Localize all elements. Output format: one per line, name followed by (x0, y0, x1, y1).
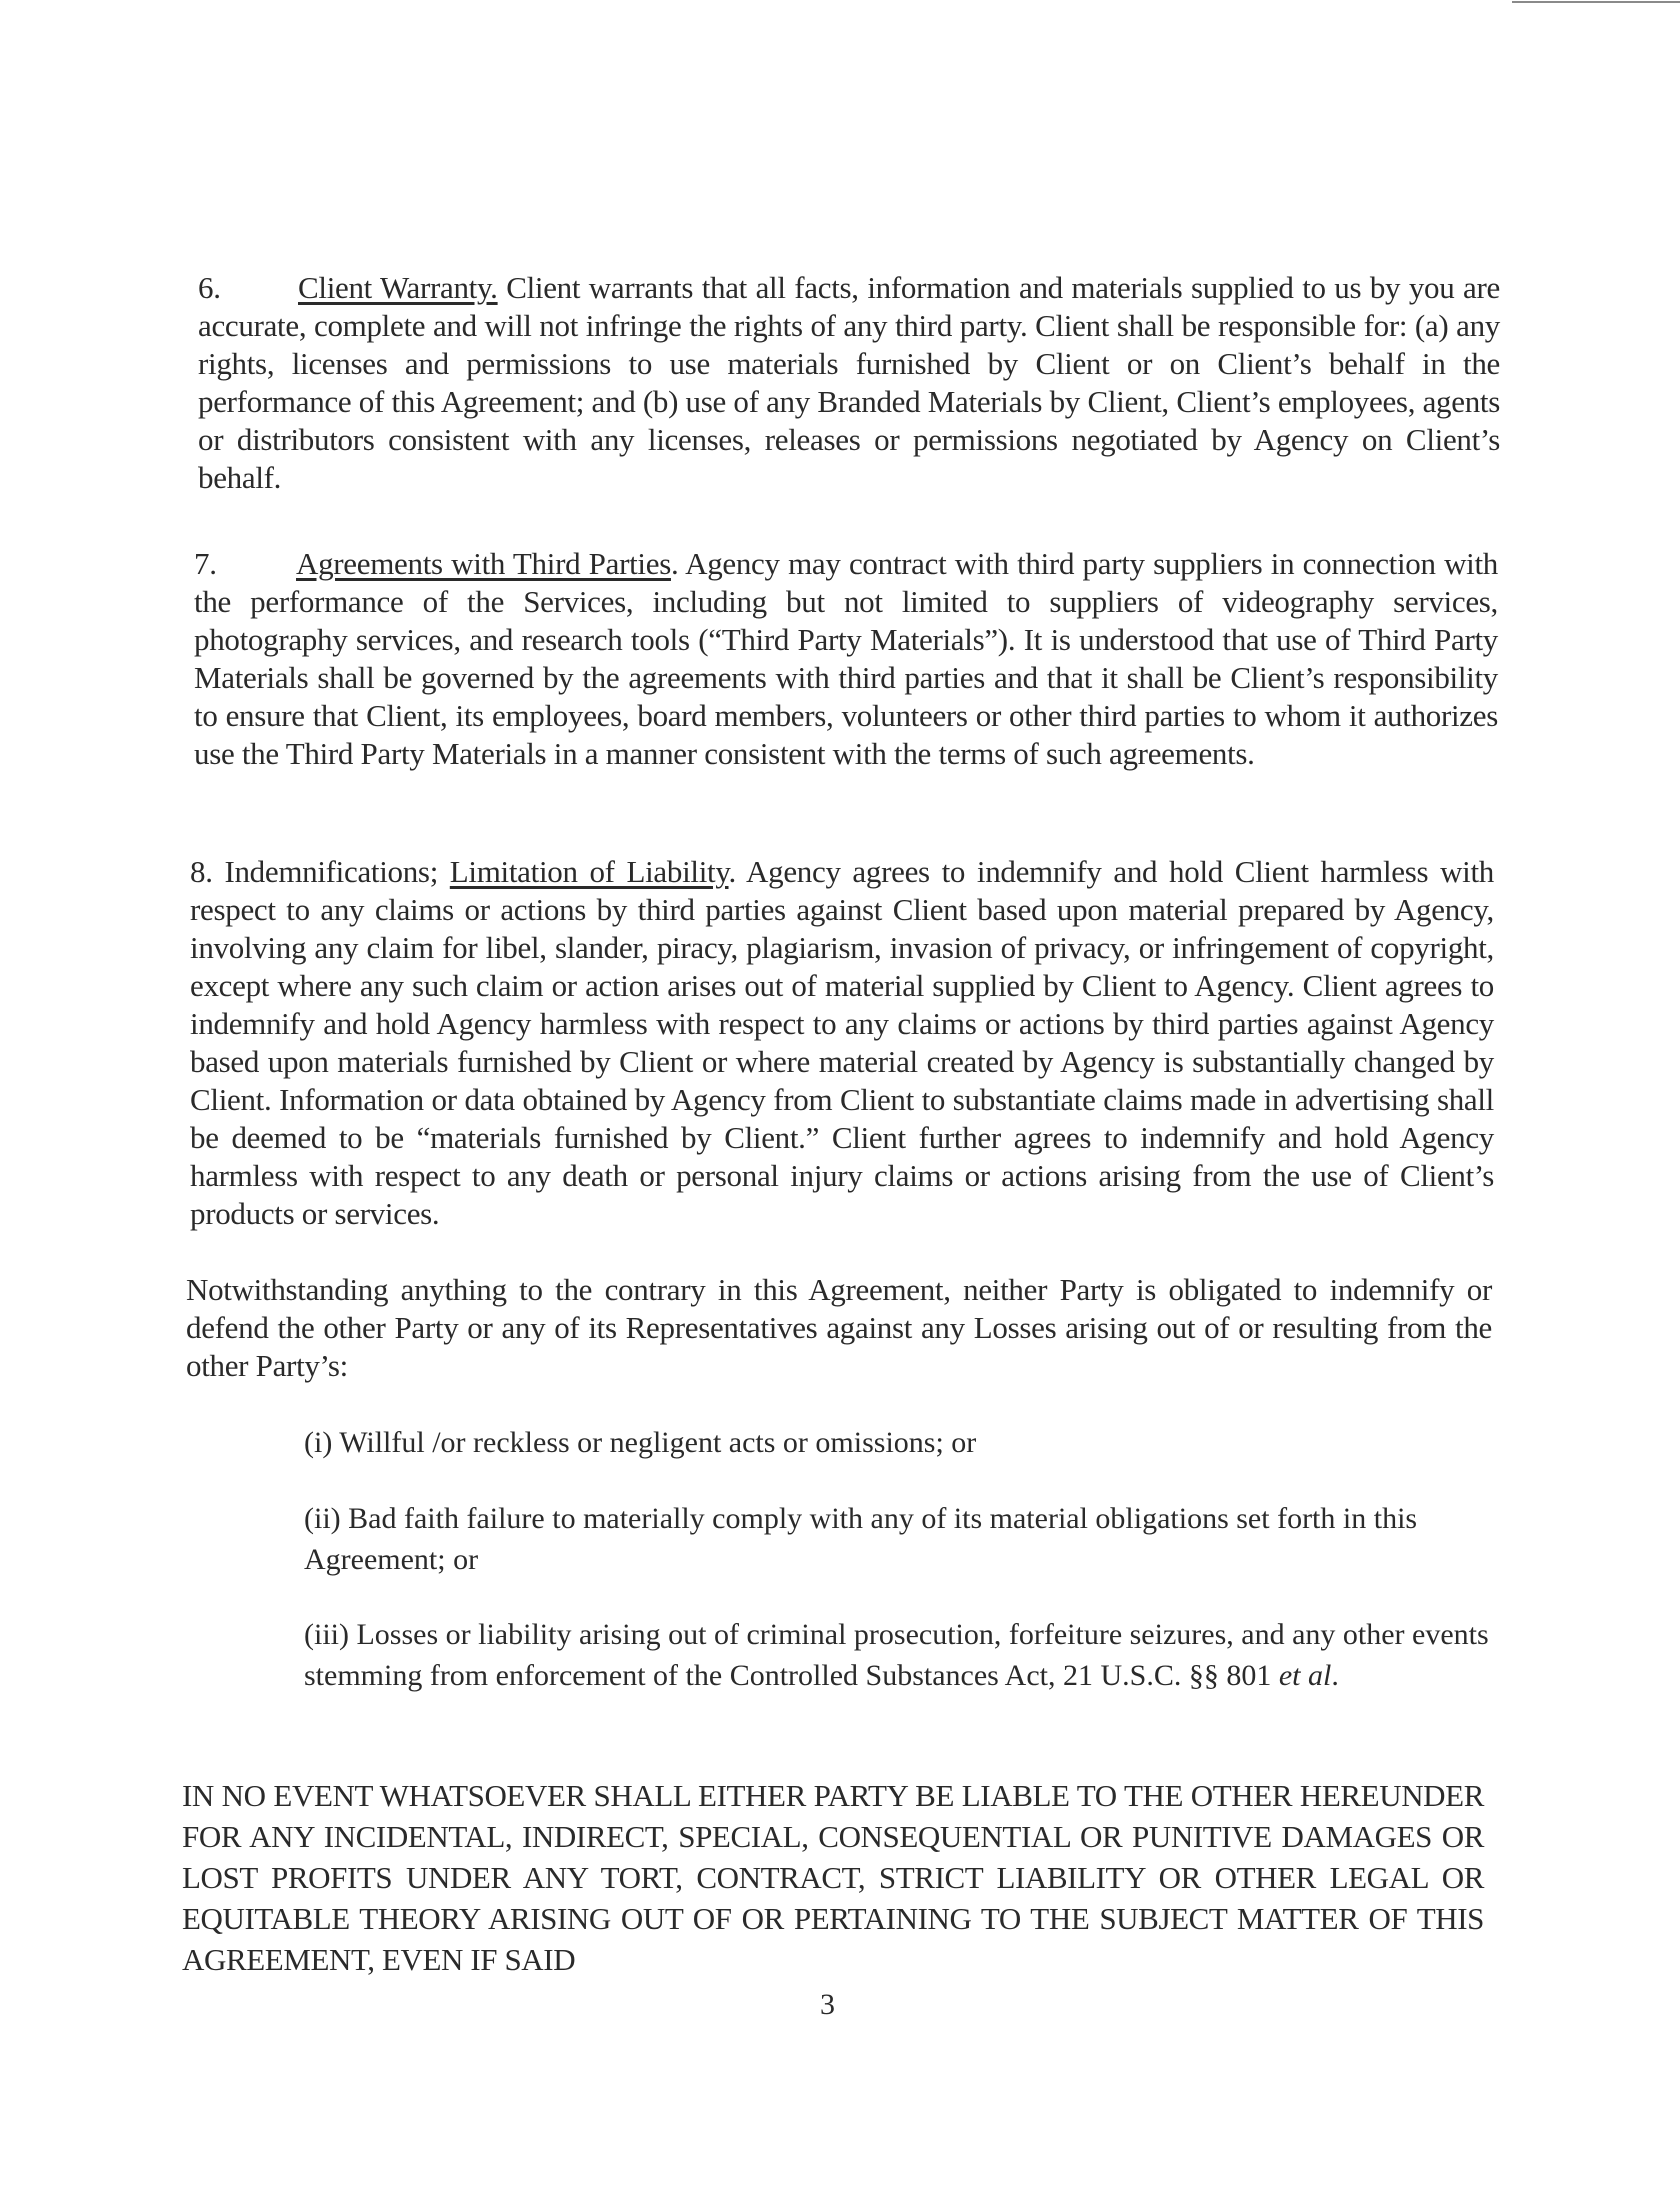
exclusion-item (304, 1614, 1490, 1696)
section-body: . Agency may contract with third party suppliers in connection with the performance of the Services, including but not limited to suppliers of videography services, photography services, and research tools (“Third Party Materials”). It is understood that use of Third Party Materials shall be governed by the agreements with third parties and that it shall be Client’s responsibility to ensure that Client, its employees, board members, volunteers or other third parties to whom it authorizes use the Third Party Materials in a manner consistent with the terms of such agreements. (194, 546, 1498, 771)
section-heading: Limitation of Liability (449, 854, 729, 889)
section-6-client-warranty (198, 269, 1500, 497)
section-number: 7. (194, 546, 217, 581)
section-number: 6. (198, 270, 221, 305)
exclusion-item-tail: . (1331, 1659, 1339, 1692)
exclusion-item: (ii) Bad faith failure to materially comply with any of its material obligations set forth in this Agreement; or (304, 1502, 1418, 1576)
scan-edge-line (1512, 1, 1680, 3)
section-number: 8. (190, 854, 213, 889)
exclusion-item-text: (iii) Losses or liability arising out of criminal prosecution, forfeiture seizures, and any other events stemming from enforcement of the Controlled Substances Act, 21 U.S.C. §§ 801 (304, 1618, 1489, 1692)
section-heading: Agreements with Third Parties (296, 546, 671, 581)
section-heading-plain: Indemnifications; (212, 854, 450, 889)
section-7-third-parties (194, 545, 1498, 773)
section-heading: Client Warranty. (298, 270, 498, 305)
section-body: . Agency agrees to indemnify and hold Client harmless with respect to any claims or actions by third parties against Client based upon material prepared by Agency, involving any claim for libel, slander, piracy, plagiarism, invasion of privacy, or infringement of copyright, except where any such claim or action arises out of material supplied by Client to Agency. Client agrees to indemnify and hold Agency harmless with respect to any claims or actions by third parties against Agency based upon materials furnished by Client or where material created by Agency is substantially changed by Client. Information or data obtained by Agency from Client to substantiate claims made in advertising shall be deemed to be “materials furnished by Client.” Client further agrees to indemnify and hold Agency harmless with respect to any death or personal injury claims or actions arising from the use of Client’s products or services. (190, 854, 1494, 1231)
exclusion-item: (i) Willful /or reckless or negligent acts or omissions; or (304, 1426, 977, 1459)
notwithstanding-paragraph: Notwithstanding anything to the contrary in this Agreement, neither Party is obligated to indemnify or defend the other Party or any of its Representatives against any Losses arising out of or resulting from the other Party’s: (186, 1272, 1492, 1383)
page-number: 3 (820, 1988, 835, 2021)
exclusion-item-italic: et al (1278, 1659, 1332, 1692)
limitation-caps-clause: IN NO EVENT WHATSOEVER SHALL EITHER PARTY BE LIABLE TO THE OTHER HEREUNDER FOR ANY INCIDENTAL, INDIRECT, SPECIAL, CONSEQUENTIAL OR PUNITIVE DAMAGES OR LOST PROFITS UNDER ANY TORT, CONTRACT, STRICT LIABILITY OR OTHER LEGAL OR EQUITABLE THEORY ARISING OUT OF OR PERTAINING TO THE SUBJECT MATTER OF THIS AGREEMENT, EVEN IF SAID (182, 1778, 1484, 1977)
section-body: Client warrants that all facts, information and materials supplied to us by you are accurate, complete and will not infringe the rights of any third party. Client shall be responsible for: (a) any rights, licenses and permissions to use materials furnished by Client or on Client’s behalf in the performance of this Agreement; and (b) use of any Branded Materials by Client, Client’s employees, agents or distributors consistent with any licenses, releases or permissions negotiated by Agency on Client’s behalf. (198, 270, 1500, 495)
section-8-indemnifications (190, 853, 1494, 1233)
